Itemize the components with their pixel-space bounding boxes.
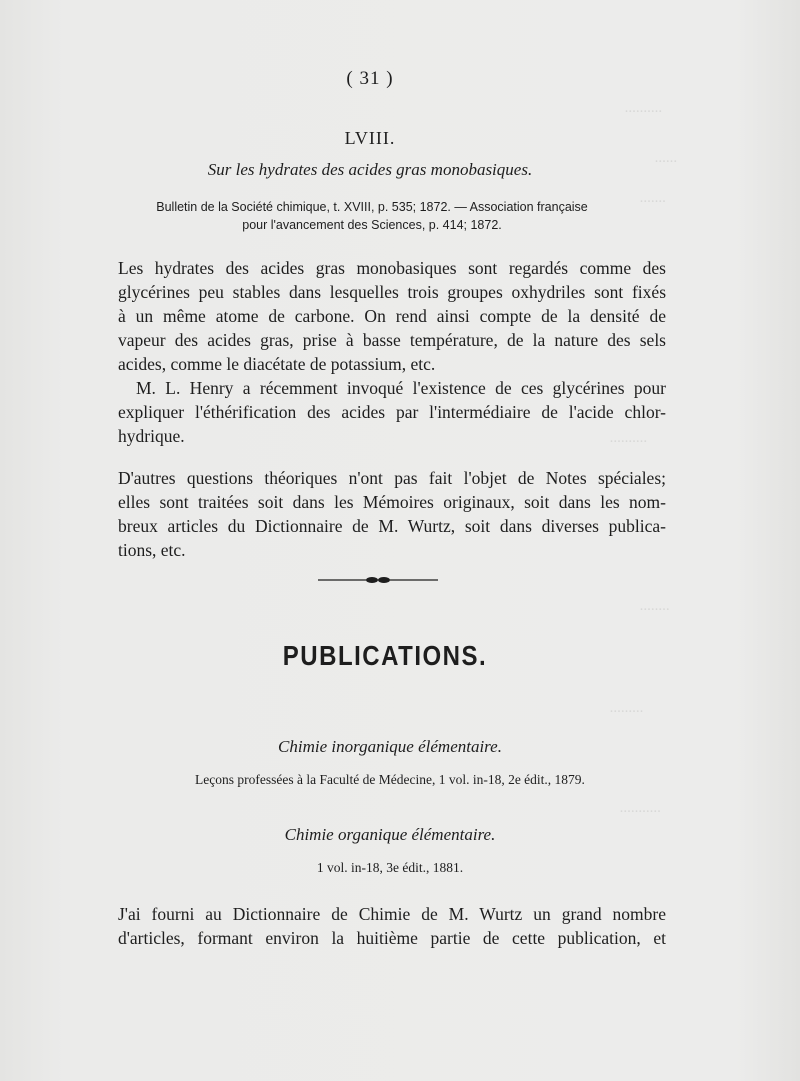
text-line: vapeur des acides gras, prise à basse température, de la nature des sels [118,330,666,350]
page-number: ( 31 ) [346,68,394,89]
reference-line-1: Bulletin de la Société chimique, t. XVIII, p. 535; 1872. — Association française [156,200,588,214]
text-line: acides, comme le diacétate de potassium, etc. [118,354,436,374]
ornament-divider [318,574,438,586]
book-info-1: Leçons professées à la Faculté de Médecine, 1 vol. in-18, 2e édit., 1879. [195,772,585,787]
text-line: à un même atome de carbone. On rend ainsi compte de la densité de [118,306,666,326]
book-title-2: Chimie organique élémentaire. [284,825,496,844]
book-title-1: Chimie inorganique élémentaire. [278,737,502,756]
text-line: d'articles, formant environ la huitième partie de cette publication, et [118,928,666,948]
reference-line-2: pour l'avancement des Sciences, p. 414; 1872. [242,218,502,232]
text-line: breux articles du Dictionnaire de M. Wurtz, soit dans diverses publica- [118,516,666,536]
paragraph-1 [118,256,666,376]
text-line: glycérines peu stables dans lesquelles trois groupes oxhydriles sont fixés [118,282,666,302]
section-title: Sur les hydrates des acides gras monobasiques. [207,160,533,179]
text-line: expliquer l'éthérification des acides par l'intermédiaire de l'acide chlor- [118,402,666,422]
paragraph-2 [118,376,666,448]
text-line: J'ai fourni au Dictionnaire de Chimie de M. Wurtz un grand nombre [118,904,666,924]
text-line: tions, etc. [118,540,186,560]
document-page: .......... ...... ....... .......... ........ ......... ........... ( 31 ) LVIII. Sur les hydrates des acides gras monobasiques. Bulletin de la Société chimique, t. XVIII, p. 535; 1872. — Association française pour l'avancement des Sciences, p. 414; 1872. Les hydrates des acides gras monobasiques sont regardés comme des glycérines peu stables dans lesquelles trois groupes oxhydriles sont fixés à un même atome de carbone. On rend ainsi compte de la densité de vapeur des acides gras, prise à basse température, de la nature des sels acides, comme le diacétate de potassium, etc. M. L. Henry a récemment invoqué l'existence de ces glycérines pour expliquer l'éthérification des acides par l'intermédiaire de l'acide chlor- hydrique. D'autres questions théoriques n'ont pas fait l'objet de Notes spéciales; elles sont traitées soit dans les Mémoires originaux, soit dans les nom- breux articles du Dictionnaire de M. Wurtz, soit dans diverses publica- tions, etc. PUBLICATIONS. Chimie inorganique élémentaire. Leçons professées à la Faculté de Médecine, 1 vol. in-18, 2e édit., 1879. Chimie organique élémentaire. 1 vol. in-18, 3e édit., 1881. J'ai fourni au Dictionnaire de Chimie de M. Wurtz un grand nombre d'articles, formant environ la huitième partie de cette publication, et [0,0,800,1081]
text-line: D'autres questions théoriques n'ont pas fait l'objet de Notes spéciales; [118,468,666,488]
text-line: Les hydrates des acides gras monobasiques sont regardés comme des [118,258,666,278]
publications-heading: PUBLICATIONS. [282,640,488,672]
final-paragraph [118,902,666,950]
section-number: LVIII. [344,128,396,148]
book-info-2: 1 vol. in-18, 3e édit., 1881. [316,860,464,875]
text-line: M. L. Henry a récemment invoqué l'existence de ces glycérines pour [136,378,666,398]
text-line: hydrique. [118,426,185,446]
text-line: elles sont traitées soit dans les Mémoires originaux, soit dans les nom- [118,492,666,512]
paragraph-3 [118,466,666,562]
